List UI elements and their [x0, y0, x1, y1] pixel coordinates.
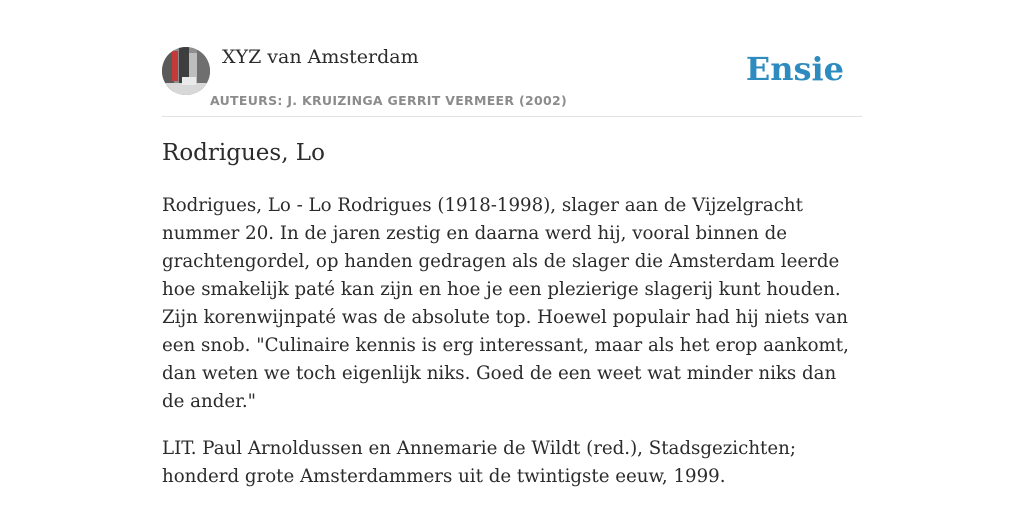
book-cover-avatar[interactable] — [162, 47, 210, 95]
book-authors: AUTEURS: J. KRUIZINGA GERRIT VERMEER (2002) — [210, 93, 567, 108]
brand-logo[interactable]: Ensie — [745, 50, 844, 88]
page-header — [162, 0, 862, 117]
entry-literature: LIT. Paul Arnoldussen en Annemarie de Wildt (red.), Stadsgezichten; honderd grote Amsterdammers uit de twintigste eeuw, 1999. — [162, 438, 796, 487]
entry-title: Rodrigues, Lo — [162, 140, 325, 166]
book-title[interactable]: XYZ van Amsterdam — [222, 46, 419, 68]
page-container — [162, 0, 862, 487]
entry-paragraph: Rodrigues, Lo - Lo Rodrigues (1918-1998), slager aan de Vijzelgracht nummer 20. In de jaren zestig en daarna werd hij, vooral binnen de grachtengordel, op handen gedragen als de slager die Amsterdam leerde hoe smakelijk paté kan zijn en hoe je een plezierige slagerij kunt houden. Zijn korenwijnpaté was de absolute top. Hoewel populair had hij niets van een snob. "Culinaire kennis is erg interessant, maar als het erop aankomt, dan weten we toch eigenlijk niks. Goed de een weet wat minder niks dan de ander." — [162, 195, 849, 412]
entry-body — [162, 192, 862, 510]
